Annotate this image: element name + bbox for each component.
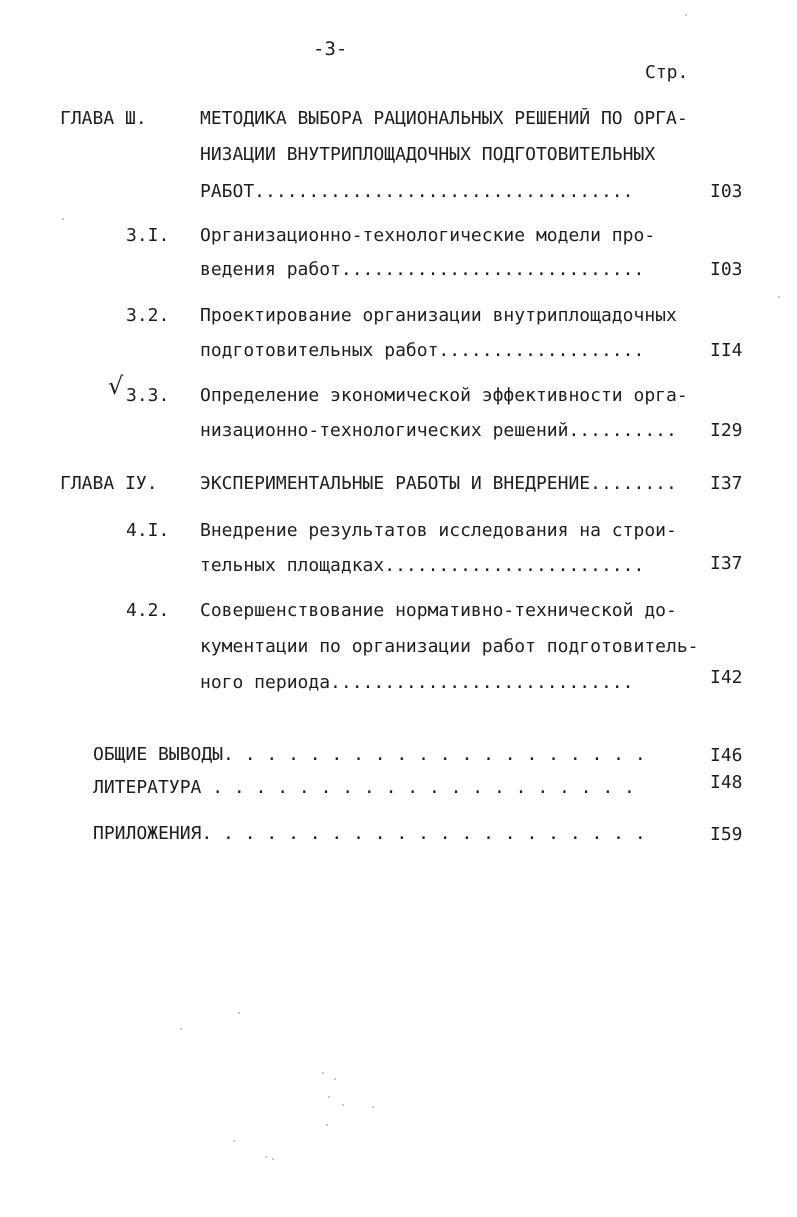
scan-speck — [62, 218, 64, 220]
toc-entry-label: 4.I. — [126, 520, 170, 541]
toc-entry-line: МЕТОДИКА ВЫБОРА РАЦИОНАЛЬНЫХ РЕШЕНИЙ ПО ОРГА- — [200, 108, 688, 129]
scan-speck — [326, 1124, 328, 1126]
toc-entry-page: II4 — [710, 340, 743, 361]
toc-entry-line: Проектирование организации внутриплощадочных — [200, 305, 677, 326]
toc-entry-line: низационно-технологических решений.......... — [200, 420, 677, 441]
scan-speck — [233, 1140, 235, 1142]
toc-entry-line: Совершенствование нормативно-технической до- — [200, 600, 677, 621]
handwritten-check-mark: √ — [108, 372, 124, 400]
toc-entry-line: Определение экономической эффективности орга- — [200, 385, 688, 406]
toc-entry-label: 3.3. — [126, 385, 170, 406]
scan-speck — [265, 1156, 267, 1158]
toc-entry-line: НИЗАЦИИ ВНУТРИПЛОЩАДОЧНЫХ ПОДГОТОВИТЕЛЬНЫХ — [200, 144, 656, 165]
toc-entry-line: РАБОТ................................... — [200, 181, 634, 202]
toc-entry-page: I37 — [710, 553, 743, 574]
toc-entry-label: 4.2. — [126, 600, 170, 621]
scan-speck — [342, 1104, 344, 1106]
scan-speck — [328, 1096, 330, 1098]
toc-entry-page: I46 — [710, 745, 743, 766]
toc-entry-page: I03 — [710, 181, 743, 202]
toc-entry-line: ОБЩИЕ ВЫВОДЫ. . . . . . . . . . . . . . . . . . . . — [93, 744, 646, 765]
toc-entry-line: кументации по организации работ подготовитель- — [200, 636, 699, 657]
toc-entry-line: ного периода............................ — [200, 672, 634, 693]
toc-entry-line: ЛИТЕРАТУРА . . . . . . . . . . . . . . . . . . . . — [93, 777, 635, 798]
scan-speck — [685, 14, 687, 16]
toc-entry-page: I42 — [710, 667, 743, 688]
toc-entry-line: Организационно-технологические модели про- — [200, 225, 656, 246]
scan-speck — [322, 1072, 324, 1074]
toc-entry-label: ГЛАВА Ш. — [60, 108, 147, 129]
toc-entry-line: подготовительных работ................... — [200, 340, 645, 361]
toc-entry-label: 3.I. — [126, 225, 170, 246]
toc-entry-page: I29 — [710, 420, 743, 441]
toc-entry-page: I03 — [710, 259, 743, 280]
toc-entry-label: 3.2. — [126, 305, 170, 326]
toc-entry-line: ведения работ............................ — [200, 259, 645, 280]
toc-entry-page: I59 — [710, 824, 743, 845]
scan-speck — [334, 1078, 336, 1080]
page-number: -3- — [313, 38, 348, 60]
scan-speck — [238, 1012, 240, 1014]
toc-entry-label: ГЛАВА IУ. — [60, 473, 158, 494]
toc-entry-line: ПРИЛОЖЕНИЯ. . . . . . . . . . . . . . . . . . . . . — [93, 823, 646, 844]
toc-entry-line: Внедрение результатов исследования на строи- — [200, 520, 677, 541]
toc-entry-line: ЭКСПЕРИМЕНТАЛЬНЫЕ РАБОТЫ И ВНЕДРЕНИЕ........ — [200, 473, 677, 494]
toc-entry-page: I37 — [710, 473, 743, 494]
page-column-label: Стр. — [645, 62, 689, 83]
toc-entry-page: I48 — [710, 772, 743, 793]
scan-speck — [372, 1106, 374, 1108]
toc-entry-line: тельных площадках........................ — [200, 555, 645, 576]
scan-speck — [778, 296, 780, 298]
scan-speck — [272, 1158, 274, 1160]
scan-speck — [180, 1028, 182, 1030]
